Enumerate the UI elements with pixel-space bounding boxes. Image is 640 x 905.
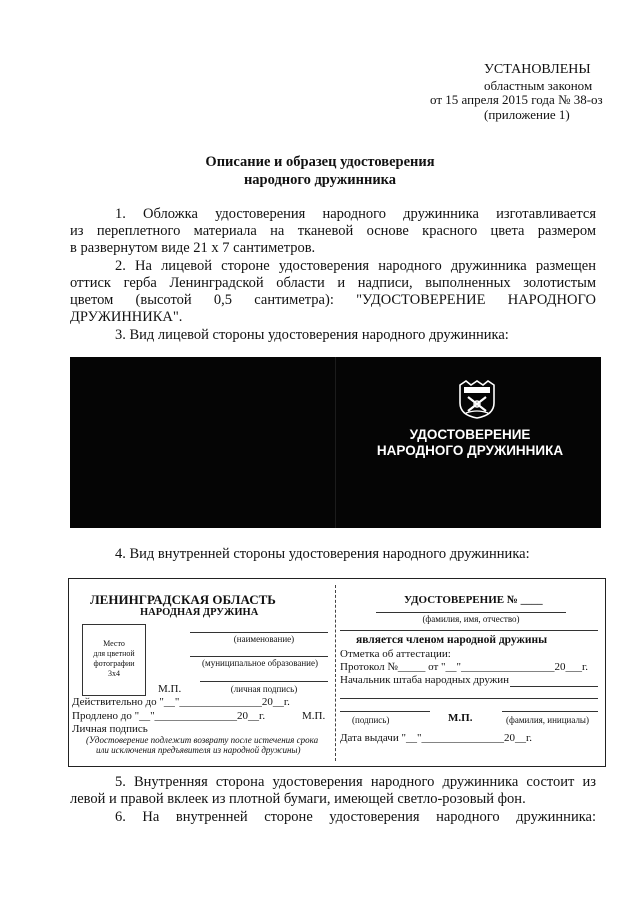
podpis-line: [340, 711, 430, 712]
paragraph-5-line-2: левой и правой вклеек из плотной бумаги, имеющей светло-розовый фон.: [70, 791, 526, 807]
certificate-cover-image: [70, 357, 601, 528]
fio-caption: (фамилия, имя, отчество): [422, 614, 520, 624]
left-stamp-label: М.П.: [158, 683, 182, 695]
certificate-number-title: УДОСТОВЕРЕНИЕ № ____: [404, 594, 543, 606]
municipal-caption: (муниципальное образование): [202, 658, 318, 668]
paragraph-5-line-1: 5. Внутренняя сторона удостоверения народного дружинника состоит из: [115, 774, 596, 790]
paragraph-1-line-3: в развернутом виде 21 х 7 сантиметров.: [70, 240, 316, 256]
signature-line: [200, 681, 328, 682]
naimenovanie-line: [190, 632, 328, 633]
fio-line: [376, 612, 566, 613]
paragraph-6: 6. На внутренней стороне удостоверения народного дружинника:: [115, 809, 596, 825]
valid-until-field: Действительно до "__"_______________20__г.: [72, 696, 290, 708]
paragraph-2-line-3: цветом (высотой 0,5 сантиметра): "УДОСТОВЕРЕНИЕ НАРОДНОГО: [70, 292, 596, 308]
attestation-label: Отметка об аттестации:: [340, 648, 451, 660]
return-note-line-1: (Удостоверение подлежит возврату после истечения срока: [86, 735, 319, 745]
return-note-line-2: или исключения предъявителя из народной дружины): [96, 745, 301, 755]
paragraph-1-line-2: из переплетного материала на тканевой основе красного цвета размером: [70, 223, 596, 239]
photo-text-3: фотографии: [93, 659, 135, 668]
leningrad-coat-of-arms-icon: [458, 379, 496, 419]
photo-text-2: для цветной: [93, 649, 135, 658]
page-title: Описание и образец удостоверения: [205, 154, 435, 170]
fam-line: [502, 711, 598, 712]
member-statement: является членом народной дружины: [356, 634, 548, 646]
signature-caption: (личная подпись): [230, 684, 298, 694]
extended-stamp-label: М.П.: [302, 710, 326, 722]
protocol-field: Протокол №_____ от "__"_________________20___г.: [340, 661, 588, 673]
extended-until-field: Продлено до "__"_______________20__г.: [72, 710, 266, 722]
approval-header-law: областным законом: [484, 78, 593, 93]
issue-date-field: Дата выдачи "__"_______________20__г.: [340, 732, 532, 744]
photo-placeholder: [82, 624, 146, 696]
inner-unit-title: НАРОДНАЯ ДРУЖИНА: [140, 607, 259, 618]
photo-text-4: 3х4: [108, 669, 120, 678]
paragraph-2-line-4: ДРУЖИННИКА".: [70, 309, 183, 325]
cover-fold-line: [335, 357, 336, 528]
photo-text-1: Место: [103, 639, 125, 648]
fam-caption: (фамилия, инициалы): [506, 715, 589, 725]
chief-label: Начальник штаба народных дружин: [340, 674, 510, 686]
naimenovanie-caption: (наименование): [233, 634, 295, 644]
inner-region-title: ЛЕНИНГРАДСКАЯ ОБЛАСТЬ: [90, 592, 276, 607]
page-subtitle: народного дружинника: [243, 172, 397, 188]
paragraph-2-line-2: оттиск герба Ленинградской области и надписи, выполненных золотистым: [70, 275, 596, 291]
cover-title-line-2: НАРОДНОГО ДРУЖИННИКА: [376, 443, 564, 458]
approval-header-title: УСТАНОВЛЕНЫ: [484, 62, 591, 77]
cover-title-line-1: УДОСТОВЕРЕНИЕ: [409, 427, 531, 442]
paragraph-3: 3. Вид лицевой стороны удостоверения народного дружинника:: [115, 327, 509, 343]
paragraph-1-line-1: 1. Обложка удостоверения народного дружинника изготавливается: [115, 206, 596, 222]
paragraph-4: 4. Вид внутренней стороны удостоверения народного дружинника:: [115, 546, 530, 562]
chief-line-2: [340, 698, 598, 699]
paragraph-2-line-1: 2. На лицевой стороне удостоверения народного дружинника размещен: [115, 258, 596, 274]
approval-header-date: от 15 апреля 2015 года № 38-оз: [430, 92, 603, 107]
municipal-line: [190, 656, 328, 657]
approval-header-appendix: (приложение 1): [484, 107, 570, 122]
fio-line-2: [340, 630, 598, 631]
personal-signature-label: Личная подпись: [72, 723, 148, 735]
podpis-caption: (подпись): [352, 715, 390, 725]
right-stamp-label: М.П.: [448, 712, 473, 724]
chief-line: [510, 686, 598, 687]
